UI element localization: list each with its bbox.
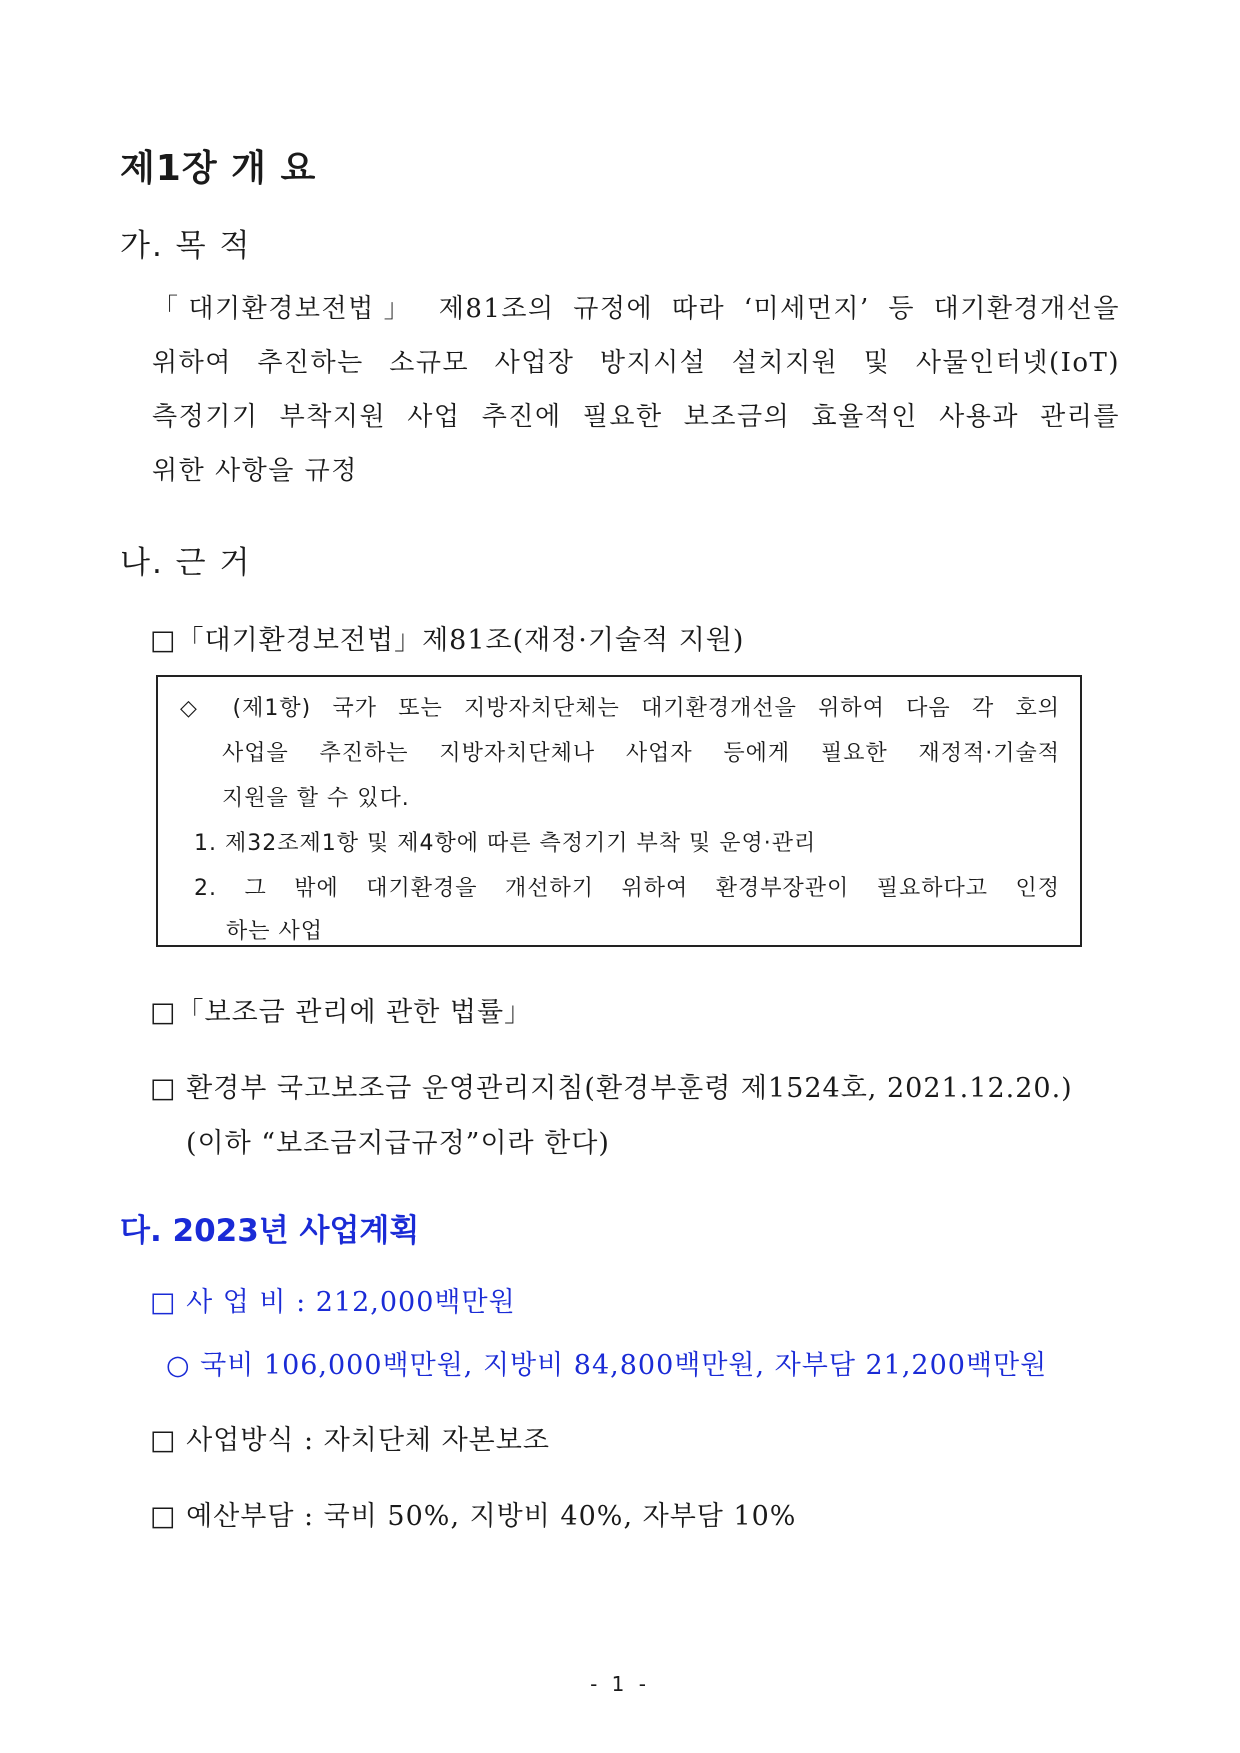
purpose-line-1: 「대기환경보전법」 제81조의 규정에 따라 ‘미세먼지’ 등 대기환경개선을: [152, 294, 1120, 324]
page-number: - 1 -: [590, 1672, 650, 1696]
project-budget-detail: ○ 국비 106,000백만원, 지방비 84,800백만원, 자부담 21,200백만원: [166, 1350, 1048, 1381]
purpose-line-4: 위한 사항을 규정: [152, 456, 358, 486]
excerpt-line-6: 하는 사업: [226, 919, 324, 944]
excerpt-line-3: 지원을 할 수 있다.: [222, 786, 410, 811]
basis-item-guideline-note: (이하 “보조금지급규정”이라 한다): [186, 1128, 610, 1159]
basis-item-air-act: □「대기환경보전법」제81조(재정·기술적 지원): [150, 625, 745, 656]
chapter-title: 제1장 개 요: [120, 148, 317, 189]
project-budget: □ 사 업 비 : 212,000백만원: [150, 1287, 516, 1318]
excerpt-line-1: ◇ (제1항) 국가 또는 지방자치단체는 대기환경개선을 위하여 다음 각 호의: [180, 696, 1060, 721]
purpose-line-3: 측정기기 부착지원 사업 추진에 필요한 보조금의 효율적인 사용과 관리를: [152, 402, 1120, 432]
section-c-title: 다. 2023년 사업계획: [120, 1213, 420, 1249]
basis-item-guideline: □ 환경부 국고보조금 운영관리지침(환경부훈령 제1524호, 2021.12.20.): [150, 1073, 1073, 1104]
section-a-title: 가. 목 적: [120, 228, 252, 264]
purpose-line-2: 위하여 추진하는 소규모 사업장 방지시설 설치지원 및 사물인터넷(IoT): [152, 348, 1120, 378]
budget-share: □ 예산부담 : 국비 50%, 지방비 40%, 자부담 10%: [150, 1501, 797, 1532]
excerpt-line-2: 사업을 추진하는 지방자치단체나 사업자 등에게 필요한 재정적·기술적: [222, 741, 1060, 766]
section-b-title: 나. 근 거: [120, 545, 252, 581]
excerpt-line-4: 1. 제32조제1항 및 제4항에 따른 측정기기 부착 및 운영·관리: [194, 831, 817, 856]
law-excerpt-box: [156, 675, 1082, 947]
excerpt-line-5: 2. 그 밖에 대기환경을 개선하기 위하여 환경부장관이 필요하다고 인정: [194, 876, 1060, 901]
basis-item-subsidy-act: □「보조금 관리에 관한 법률」: [150, 997, 533, 1028]
project-method: □ 사업방식 : 자치단체 자본보조: [150, 1425, 550, 1456]
